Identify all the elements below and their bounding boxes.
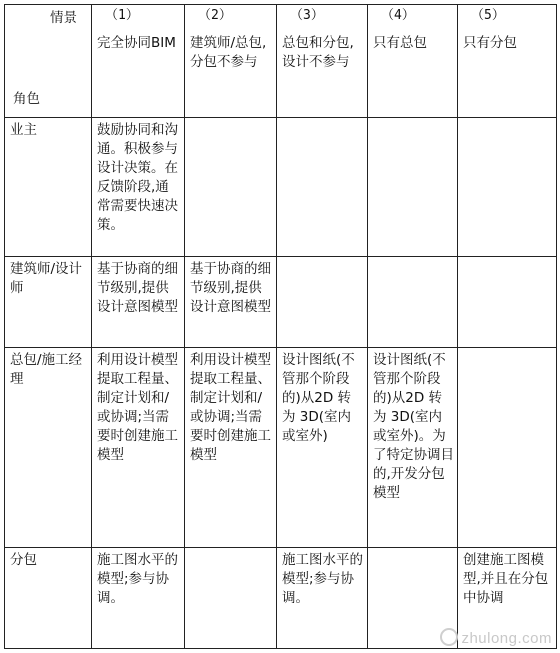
- table-cell: [458, 348, 557, 548]
- table-cell: [368, 257, 458, 348]
- table-row-architect: [5, 257, 557, 348]
- scenario-axis-label: 情景: [50, 10, 77, 26]
- scenario-description: 只有总包: [373, 35, 427, 51]
- table-cell: [277, 118, 368, 257]
- scenario-number: （2）: [198, 8, 232, 23]
- watermark-text: zhulong.com: [461, 630, 552, 647]
- role-scenario-table: [4, 4, 557, 649]
- role-axis-label: 角色: [13, 91, 40, 107]
- scenario-number: （3）: [290, 8, 324, 23]
- scenario-number: （5）: [471, 8, 505, 23]
- watermark: [440, 628, 552, 647]
- table-cell: 鼓励协同和沟通。积极参与设计决策。在反馈阶段,通常需要快速决策。: [92, 118, 185, 257]
- role-cell: 建筑师/设计师: [5, 257, 92, 348]
- table-row-owner: [5, 118, 557, 257]
- watermark-logo-icon: [440, 628, 458, 646]
- table-cell: 施工图水平的模型;参与协调。: [92, 548, 185, 649]
- table-cell: 基于协商的细节级别,提供设计意图模型: [185, 257, 277, 348]
- table-cell: 利用设计模型提取工程量、制定计划和/或协调;当需要时创建施工模型: [185, 348, 277, 548]
- table-cell: 创建施工图模型,并且在分包中协调: [458, 548, 557, 649]
- table-cell: 施工图水平的模型;参与协调。: [277, 548, 368, 649]
- table-cell: 基于协商的细节级别,提供设计意图模型: [92, 257, 185, 348]
- table-cell: [368, 118, 458, 257]
- table-cell: [458, 118, 557, 257]
- table-cell: 设计图纸(不管那个阶段的)从2D 转为 3D(室内或室外): [277, 348, 368, 548]
- table-cell: [277, 257, 368, 348]
- table-cell: [458, 257, 557, 348]
- table-cell: [185, 118, 277, 257]
- scenario-description: 总包和分包,设计不参与: [282, 35, 354, 70]
- role-cell: 业主: [5, 118, 92, 257]
- role-cell: 总包/施工经理: [5, 348, 92, 548]
- table-row-general-contractor: [5, 348, 557, 548]
- table-cell: 设计图纸(不管那个阶段的)从2D 转为 3D(室内或室外)。为了特定协调目的,开发分包模型: [368, 348, 458, 548]
- header-row: [5, 5, 557, 118]
- table-cell: [185, 548, 277, 649]
- table-cell: 利用设计模型提取工程量、制定计划和/或协调;当需要时创建施工模型: [92, 348, 185, 548]
- scenario-header-4: [368, 5, 458, 118]
- scenario-header-5: [458, 5, 557, 118]
- scenario-header-3: [277, 5, 368, 118]
- scenario-description: 建筑师/总包,分包不参与: [190, 35, 267, 70]
- role-cell: 分包: [5, 548, 92, 649]
- scenario-number: （4）: [381, 8, 415, 23]
- corner-cell: [5, 5, 92, 118]
- scenario-description: 只有分包: [463, 35, 517, 51]
- scenario-number: （1）: [105, 8, 139, 23]
- scenario-header-1: [92, 5, 185, 118]
- scenario-description: 完全协同BIM: [97, 35, 176, 51]
- scenario-header-2: [185, 5, 277, 118]
